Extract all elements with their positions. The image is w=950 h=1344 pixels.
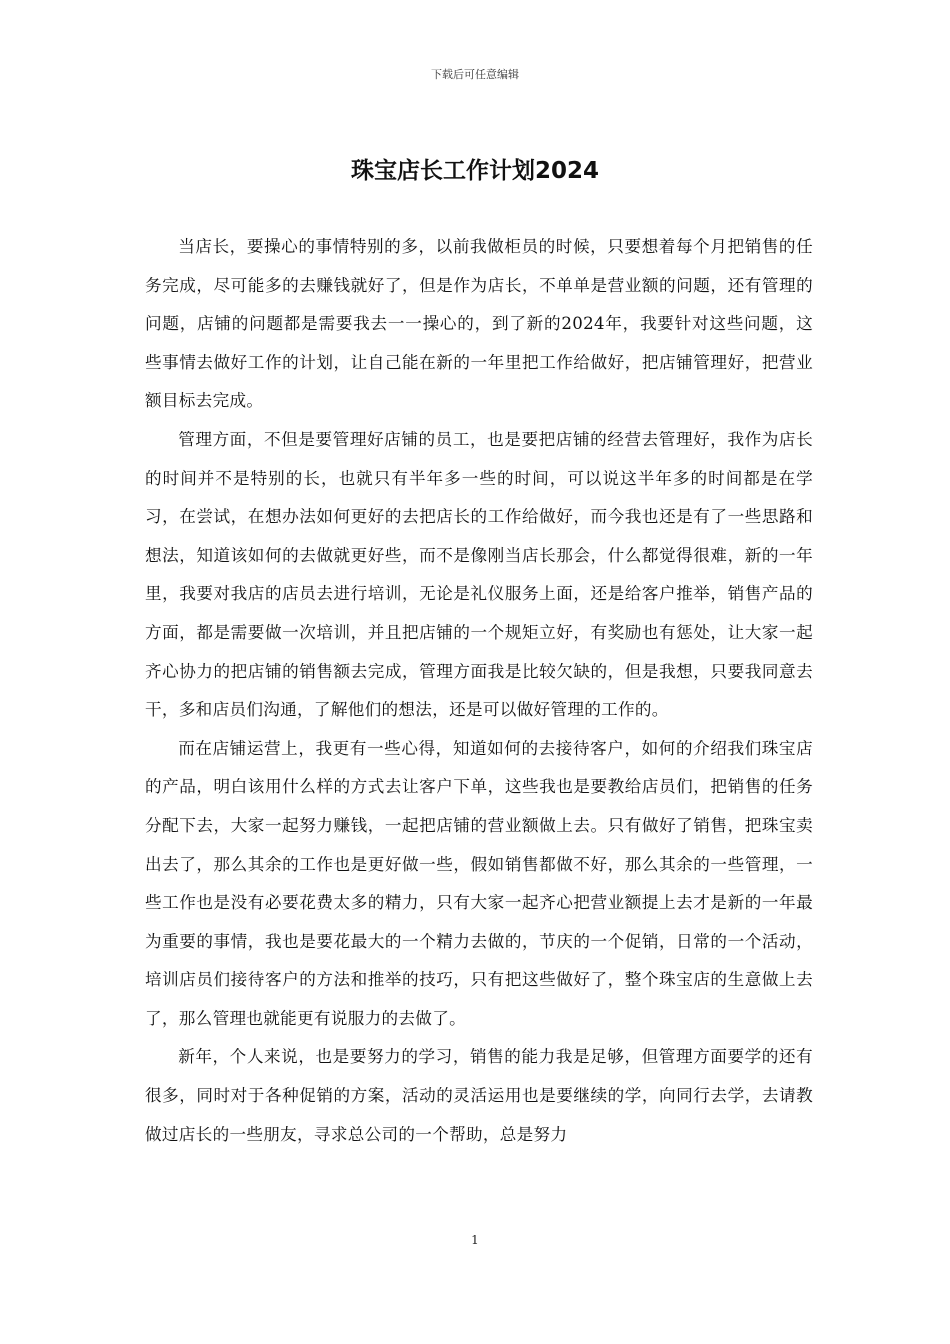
page-number: 1 xyxy=(471,1233,479,1247)
paragraph-3: 而在店铺运营上，我更有一些心得，知道如何的去接待客户，如何的介绍我们珠宝店的产品，明白该用什么样的方式去让客户下单，这些我也是要教给店员们，把销售的任务分配下去，大家一起努力赚钱，一起把店铺的营业额做上去。只有做好了销售，把珠宝卖出去了，那么其余的工作也是更好做一些，假如销售都做不好，那么其余的一些管理，一些工作也是没有必要花费太多的精力，只有大家一起齐心把营业额提上去才是新的一年最为重要的事情，我也是要花最大的一个精力去做的，节庆的一个促销，日常的一个活动，培训店员们接待客户的方法和推举的技巧，只有把这些做好了，整个珠宝店的生意做上去了，那么管理也就能更有说服力的去做了。 xyxy=(145,738,813,1028)
page-header-note: 下载后可任意编辑 xyxy=(431,68,519,81)
paragraph-1: 当店长，要操心的事情特别的多，以前我做柜员的时候，只要想着每个月把销售的任务完成，尽可能多的去赚钱就好了，但是作为店长，不单单是营业额的问题，还有管理的问题，店铺的问题都是需要我去一一操心的，到了新的2024年，我要针对这些问题，这些事情去做好工作的计划，让自己能在新的一年里把工作给做好，把店铺管理好，把营业额目标去完成。 xyxy=(145,237,813,411)
paragraph-2: 管理方面，不但是要管理好店铺的员工，也是要把店铺的经营去管理好，我作为店长的时间并不是特别的长，也就只有半年多一些的时间，可以说这半年多的时间都是在学习，在尝试，在想办法如何更好的去把店长的工作给做好，而今我也还是有了一些思路和想法，知道该如何的去做就更好些，而不是像刚当店长那会，什么都觉得很难，新的一年里，我要对我店的店员去进行培训，无论是礼仪服务上面，还是给客户推举，销售产品的方面，都是需要做一次培训，并且把店铺的一个规矩立好，有奖励也有惩处，让大家一起齐心协力的把店铺的销售额去完成，管理方面我是比较欠缺的，但是我想，只要我同意去干，多和店员们沟通，了解他们的想法，还是可以做好管理的工作的。 xyxy=(145,429,813,720)
document-title: 珠宝店长工作计划2024 xyxy=(350,158,599,184)
document-body xyxy=(145,228,813,1154)
paragraph-4: 新年，个人来说，也是要努力的学习，销售的能力我是足够，但管理方面要学的还有很多，同时对于各种促销的方案，活动的灵活运用也是要继续的学，向同行去学，去请教做过店长的一些朋友，寻求总公司的一个帮助，总是努力 xyxy=(145,1047,813,1144)
